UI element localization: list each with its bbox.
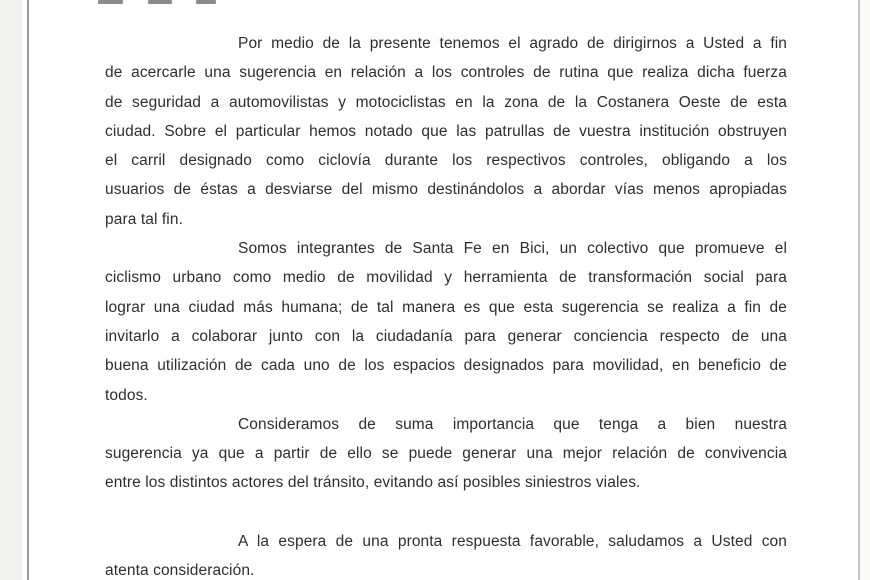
letter-line: de acercarle una sugerencia en relación a los controles de rutina que realiza dicha fuerza [105,64,787,82]
letter-body [105,29,787,580]
letter-line: lograr una ciudad más humana; de tal manera es que esta sugerencia se realiza a fin de [105,298,787,316]
letter-line: entre los distintos actores del tránsito, evitando así posibles siniestros viales. [105,474,641,492]
letter-line: Somos integrantes de Santa Fe en Bici, un colectivo que promueve el [238,240,787,258]
cut-off-text-fragment [98,0,123,4]
letter-line: para tal fin. [105,210,183,228]
letter-line: Consideramos de suma importancia que tenga a bien nuestra [238,415,787,433]
cut-off-text-fragment [148,0,172,4]
letter-line: Por medio de la presente tenemos el agrado de dirigirnos a Usted a fin [238,35,787,52]
letter-line: sugerencia ya que a partir de ello se puede generar una mejor relación de convivencia [105,445,787,463]
letter-line: A la espera de una pronta respuesta favorable, saludamos a Usted con [238,533,787,551]
left-margin-band [0,0,22,580]
letter-line: ciudad. Sobre el particular hemos notado que las patrullas de vuestra institución obstruyen [105,122,787,140]
letter-line: buena utilización de cada uno de los espacios designados para movilidad, en beneficio de [105,357,787,375]
letter-line: invitarlo a colaborar junto con la ciudadanía para generar conciencia respecto de una [105,327,787,345]
letter-line: atenta consideración. [105,562,255,580]
right-margin-band [860,0,870,580]
letter-line: de seguridad a automovilistas y motociclistas en la zona de la Costanera Oeste de esta [105,93,787,111]
letter-line: el carril designado como ciclovía durante los respectivos controles, obligando a los [105,152,787,170]
letter-line: usuarios de éstas a desviarse del mismo destinándolos a abordar vías menos apropiadas [105,181,787,199]
letter-line: todos. [105,386,148,404]
page-left-border [27,0,29,580]
cut-off-text-fragments [0,0,870,6]
paragraph-gap [105,498,787,527]
cut-off-text-fragment [196,0,216,4]
letter-line: ciclismo urbano como medio de movilidad y herramienta de transformación social para [105,269,787,287]
page-right-border [858,0,860,580]
